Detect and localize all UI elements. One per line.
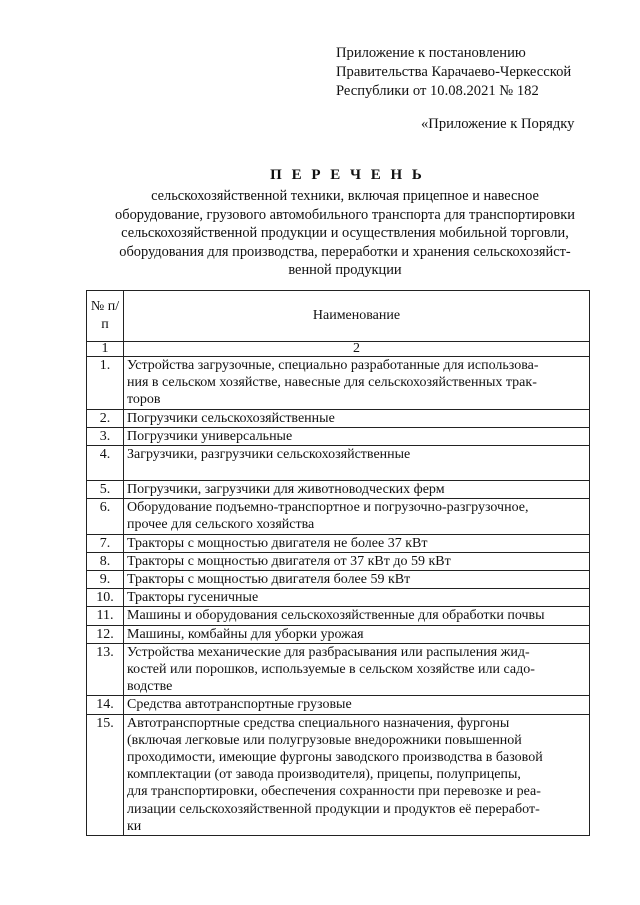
table-row	[87, 552, 590, 570]
row-number: 4.	[87, 446, 124, 481]
row-number: 7.	[87, 534, 124, 552]
column-index: 1	[87, 342, 124, 357]
row-name-line: проходимости, имеющие фургоны заводского производства в базовой	[127, 750, 543, 766]
table-row	[87, 357, 590, 410]
row-name-line: Тракторы гусеничные	[127, 590, 259, 606]
table-row	[87, 589, 590, 607]
row-name-line: Тракторы с мощностью двигателя от 37 кВт до 59 кВт	[127, 553, 451, 569]
row-name-line: Машины, комбайны для уборки урожая	[127, 626, 364, 642]
table-row	[87, 625, 590, 643]
equipment-table	[86, 290, 590, 836]
table-header-row	[87, 291, 590, 342]
row-name	[124, 607, 590, 625]
row-name-line: торов	[127, 392, 161, 408]
row-number: 9.	[87, 571, 124, 589]
subtitle-line: оборудования для производства, переработки и хранения сельскохозяйст-	[119, 243, 571, 260]
row-name-line: Погрузчики сельскохозяйственные	[127, 410, 335, 426]
annex-header	[336, 44, 626, 101]
row-name	[124, 357, 590, 410]
column-index: 2	[124, 342, 590, 357]
row-name	[124, 409, 590, 427]
annex-reference: «Приложение к Порядку	[421, 116, 575, 132]
row-number: 15.	[87, 714, 124, 835]
annex-header-line: Правительства Карачаево-Черкесской	[336, 64, 572, 80]
row-name-line: (включая легковые или полугрузовые внедорожники повышенной	[127, 732, 522, 748]
table-row	[87, 607, 590, 625]
column-header-number: № п/п	[87, 291, 124, 342]
column-index-row	[87, 342, 590, 357]
table-row	[87, 446, 590, 481]
row-name	[124, 589, 590, 607]
row-number: 11.	[87, 607, 124, 625]
row-name-line: комплектации (от завода производителя), прицепы, полуприцепы,	[127, 767, 521, 783]
subtitle-line: оборудование, грузового автомобильного транспорта для транспортировки	[115, 206, 575, 223]
row-name-line: костей или порошков, используемые в сельском хозяйстве или садо-	[127, 662, 535, 678]
subtitle-line: венной продукции	[288, 262, 402, 278]
row-number: 3.	[87, 427, 124, 445]
row-name	[124, 427, 590, 445]
table-row	[87, 534, 590, 552]
row-name	[124, 571, 590, 589]
table-row	[87, 571, 590, 589]
document-title: П Е Р Е Ч Е Н Ь	[270, 167, 425, 183]
row-name-line: Погрузчики, загрузчики для животноводческих ферм	[127, 482, 445, 498]
subtitle-line: сельскохозяйственной техники, включая прицепное и навесное	[151, 188, 539, 204]
row-name	[124, 643, 590, 696]
row-name	[124, 625, 590, 643]
row-name-line: Тракторы с мощностью двигателя не более 37 кВт	[127, 535, 428, 551]
row-name	[124, 696, 590, 714]
row-number: 2.	[87, 409, 124, 427]
subtitle-line: сельскохозяйственной продукции и осуществления мобильной торговли,	[121, 225, 569, 241]
row-name	[124, 499, 590, 534]
row-name-line: водстве	[127, 679, 173, 695]
table-row	[87, 481, 590, 499]
column-header-name: Наименование	[124, 291, 590, 342]
row-name-line: лизации сельскохозяйственной продукции и продуктов её переработ-	[127, 801, 540, 817]
document-subtitle	[95, 187, 595, 280]
annex-header-line: Республики от 10.08.2021 № 182	[336, 83, 539, 99]
row-name-line: для транспортировки, обеспечения сохранности при перевозке и реа-	[127, 784, 541, 800]
row-number: 6.	[87, 499, 124, 534]
row-name-line: Средства автотранспортные грузовые	[127, 697, 352, 713]
row-name-line: Машины и оборудования сельскохозяйственные для обработки почвы	[127, 608, 545, 624]
table-row	[87, 643, 590, 696]
row-name	[124, 534, 590, 552]
table-row	[87, 714, 590, 835]
row-number: 8.	[87, 552, 124, 570]
table-body	[87, 342, 590, 836]
row-name-line: Устройства загрузочные, специально разработанные для использова-	[127, 358, 539, 373]
row-name-line: Автотранспортные средства специального назначения, фургоны	[127, 715, 510, 731]
row-number: 14.	[87, 696, 124, 714]
table-row	[87, 427, 590, 445]
row-name-line: Погрузчики универсальные	[127, 428, 293, 444]
row-number: 5.	[87, 481, 124, 499]
row-name	[124, 714, 590, 835]
row-name-line: прочее для сельского хозяйства	[127, 517, 315, 533]
row-name-line: Загрузчики, разгрузчики сельскохозяйственные	[127, 447, 411, 463]
annex-header-line: Приложение к постановлению	[336, 45, 526, 61]
row-name-line: Устройства механические для разбрасывания или распыления жид-	[127, 644, 530, 660]
row-name	[124, 552, 590, 570]
row-name-line: ния в сельском хозяйстве, навесные для сельскохозяйственных трак-	[127, 375, 537, 391]
row-name-line: Оборудование подъемно-транспортное и погрузочно-разгрузочное,	[127, 500, 529, 516]
row-name	[124, 446, 590, 481]
row-name-line: ки	[127, 818, 142, 834]
row-number: 10.	[87, 589, 124, 607]
table-row	[87, 696, 590, 714]
row-number: 12.	[87, 625, 124, 643]
row-name	[124, 481, 590, 499]
row-number: 13.	[87, 643, 124, 696]
table-row	[87, 409, 590, 427]
row-name-line: Тракторы с мощностью двигателя более 59 кВт	[127, 572, 411, 588]
row-number: 1.	[87, 357, 124, 410]
table-row	[87, 499, 590, 534]
